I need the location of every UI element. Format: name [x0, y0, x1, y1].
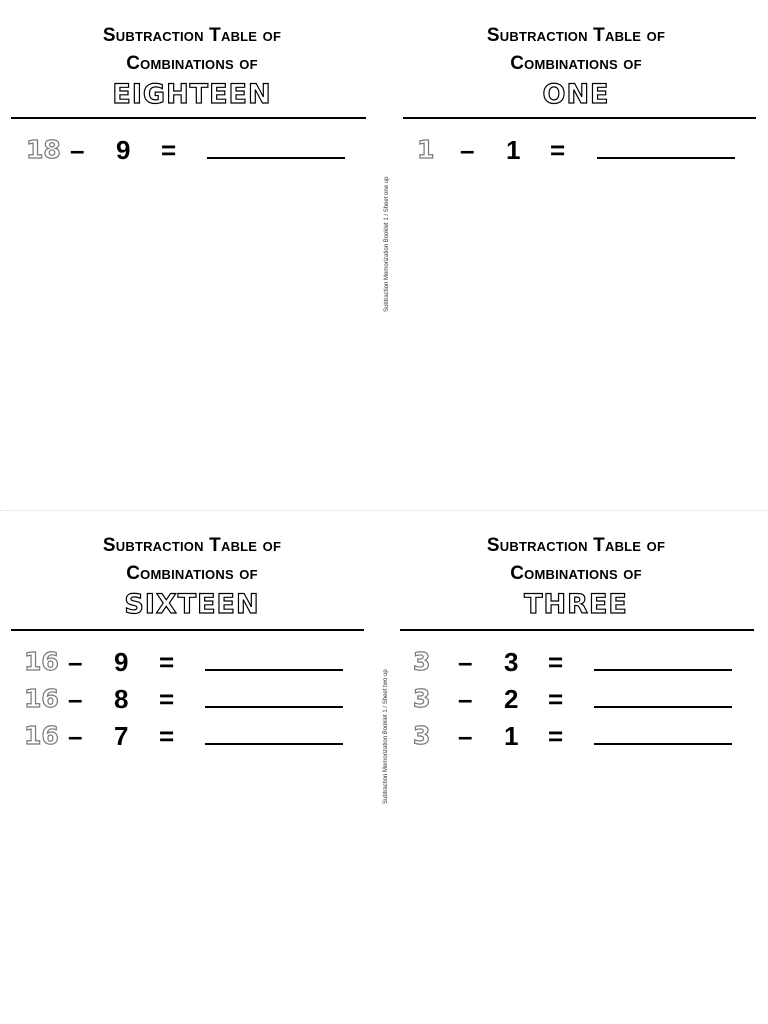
panel-sixteen: [0, 510, 384, 751]
answer-blank[interactable]: [207, 135, 345, 159]
minus-sign: –: [70, 135, 85, 165]
minuend: 18: [26, 135, 61, 164]
number-word: ONE: [542, 79, 610, 110]
minus-sign: –: [458, 684, 473, 714]
equals-sign: =: [548, 684, 564, 714]
equals-sign: =: [548, 721, 564, 751]
panel-heading: [384, 22, 768, 112]
number-word: THREE: [524, 589, 628, 620]
title-line-2: Combinations of: [510, 53, 642, 74]
equals-sign: =: [161, 135, 177, 165]
minuend: 3: [413, 647, 431, 676]
equation-row: [0, 135, 384, 172]
answer-blank[interactable]: [594, 684, 732, 708]
title-line-1: Subtraction Table of: [102, 535, 282, 556]
heading-rule: [400, 629, 754, 631]
panel-eighteen: [0, 0, 384, 165]
answer-blank[interactable]: [205, 684, 343, 708]
title-line-1: Subtraction Table of: [486, 535, 666, 556]
minuend: 16: [24, 647, 59, 676]
number-word: SIXTEEN: [124, 589, 260, 620]
sheet-label-bottom: Subtraction Memorization Booklet 1 / Sheet two up: [383, 669, 389, 804]
panel-heading: [0, 532, 384, 622]
minuend: 16: [24, 684, 59, 713]
answer-blank[interactable]: [594, 721, 732, 745]
minus-sign: –: [458, 721, 473, 751]
minus-sign: –: [460, 135, 475, 165]
equation-list: [384, 647, 768, 758]
minus-sign: –: [68, 721, 83, 751]
heading-rule: [11, 117, 366, 119]
sheet-label-top: Subtraction Memorization Booklet 1 / Sheet one up: [384, 176, 390, 312]
answer-blank[interactable]: [205, 647, 343, 671]
subtrahend: 1: [504, 721, 519, 751]
subtrahend: 9: [114, 647, 129, 677]
title-line-1: Subtraction Table of: [486, 25, 666, 46]
answer-blank[interactable]: [594, 647, 732, 671]
equation-row: [384, 135, 768, 172]
equals-sign: =: [550, 135, 566, 165]
equation-row: [0, 721, 384, 758]
title-line-2: Combinations of: [126, 53, 258, 74]
equals-sign: =: [159, 647, 175, 677]
answer-blank[interactable]: [597, 135, 735, 159]
title-line-1: Subtraction Table of: [102, 25, 282, 46]
equation-row: [0, 684, 384, 721]
equation-row: [384, 647, 768, 684]
minus-sign: –: [68, 647, 83, 677]
minuend: 3: [413, 721, 431, 750]
minus-sign: –: [68, 684, 83, 714]
minuend: 1: [417, 135, 435, 164]
equation-row: [384, 684, 768, 721]
subtrahend: 7: [114, 721, 129, 751]
equation-row: [384, 721, 768, 758]
equals-sign: =: [548, 647, 564, 677]
heading-rule: [403, 117, 756, 119]
equals-sign: =: [159, 721, 175, 751]
equation-list: [0, 647, 384, 758]
equals-sign: =: [159, 684, 175, 714]
heading-rule: [11, 629, 364, 631]
subtrahend: 3: [504, 647, 519, 677]
equation-list: [384, 135, 768, 172]
panel-heading: [384, 532, 768, 622]
subtrahend: 1: [506, 135, 521, 165]
title-line-2: Combinations of: [126, 563, 258, 584]
minus-sign: –: [458, 647, 473, 677]
subtrahend: 8: [114, 684, 129, 714]
answer-blank[interactable]: [205, 721, 343, 745]
minuend: 3: [413, 684, 431, 713]
panel-heading: [0, 22, 384, 112]
equation-row: [0, 647, 384, 684]
equation-list: [0, 135, 384, 172]
subtrahend: 2: [504, 684, 519, 714]
subtrahend: 9: [116, 135, 131, 165]
number-word: EIGHTEEN: [112, 79, 272, 110]
title-line-2: Combinations of: [510, 563, 642, 584]
minuend: 16: [24, 721, 59, 750]
panel-one: [384, 0, 768, 165]
